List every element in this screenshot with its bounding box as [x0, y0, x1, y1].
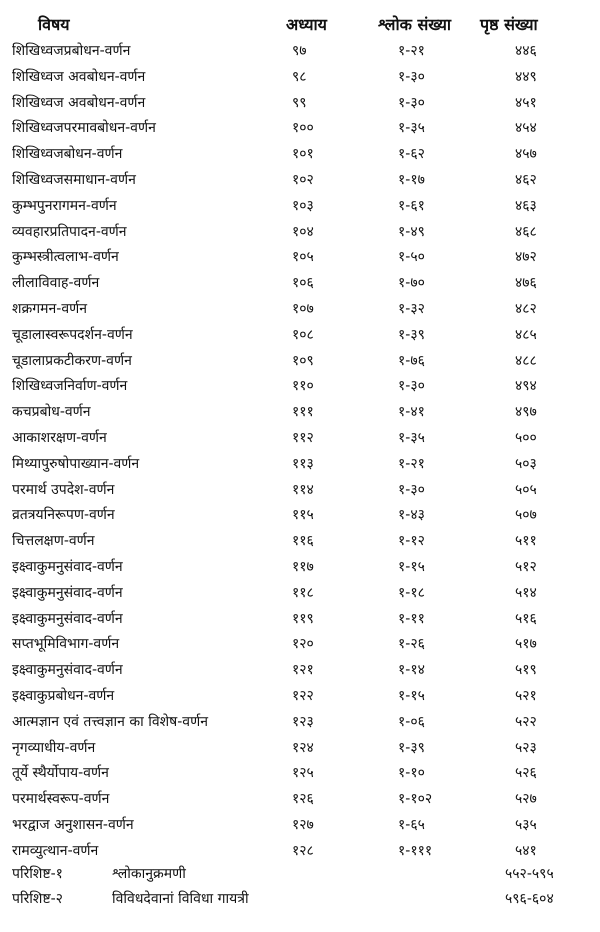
- subject-cell: नृगव्याधीय-वर्णन: [12, 739, 96, 756]
- page-number-cell: ४९४: [515, 378, 537, 395]
- table-row: [0, 194, 600, 220]
- table-row: [0, 168, 600, 194]
- page-number-cell: ४६३: [515, 197, 537, 214]
- shloka-range-cell: १-१०२: [398, 791, 433, 808]
- page-number-cell: ४५४: [515, 120, 537, 137]
- chapter-cell: १०१: [292, 146, 314, 163]
- chapter-cell: १०६: [292, 275, 314, 292]
- chapter-cell: ९९: [292, 94, 307, 111]
- subject-cell: शिखिध्वजसमाधान-वर्णन: [12, 171, 136, 188]
- page-number-cell: ५१७: [515, 636, 537, 653]
- appendix-label: परिशिष्ट-२: [12, 891, 63, 907]
- appendix-row: [0, 887, 600, 911]
- table-row: [0, 736, 600, 762]
- table-row: [0, 245, 600, 271]
- page-number-cell: ५०७: [515, 507, 537, 524]
- subject-cell: शिखिध्वजबोधन-वर्णन: [12, 146, 123, 163]
- shloka-range-cell: १-१४: [398, 662, 425, 679]
- page-number-cell: ४७६: [515, 275, 537, 292]
- shloka-range-cell: १-३०: [398, 94, 425, 111]
- table-row: [0, 116, 600, 142]
- shloka-range-cell: १-७०: [398, 275, 425, 292]
- shloka-range-cell: १-३५: [398, 120, 425, 137]
- subject-cell: कुम्भपुनरागमन-वर्णन: [12, 197, 117, 214]
- shloka-range-cell: १-१११: [398, 842, 433, 859]
- shloka-range-cell: १-३०: [398, 481, 425, 498]
- subject-cell: चूडालास्वरूपदर्शन-वर्णन: [12, 326, 133, 343]
- appendix-page: ५५२-५९५: [505, 866, 554, 882]
- shloka-range-cell: १-४१: [398, 404, 425, 421]
- page-number-cell: ५२६: [515, 765, 537, 782]
- shloka-range-cell: १-६१: [398, 197, 425, 214]
- page-number-cell: ५४१: [515, 842, 537, 859]
- appendix-page: ५९६-६०४: [505, 891, 554, 907]
- page-number-cell: ४८२: [515, 300, 537, 317]
- subject-cell: कुम्भस्त्रीत्वलाभ-वर्णन: [12, 249, 119, 266]
- subject-cell: व्रतत्रयनिरूपण-वर्णन: [12, 507, 115, 524]
- chapter-cell: १०२: [292, 171, 314, 188]
- chapter-cell: ११८: [292, 584, 314, 601]
- page-number-cell: ५१९: [515, 662, 537, 679]
- header-chapter: अध्याय: [286, 15, 327, 34]
- chapter-cell: १००: [292, 120, 314, 137]
- subject-cell: लीलाविवाह-वर्णन: [12, 275, 100, 292]
- page-number-cell: ४४६: [515, 43, 537, 59]
- subject-cell: चित्तलक्षण-वर्णन: [12, 533, 95, 550]
- shloka-range-cell: १-१७: [398, 171, 425, 188]
- appendix-title: विविधदेवानां विविधा गायत्री: [112, 891, 249, 907]
- subject-cell: मिथ्यापुरुषोपाख्यान-वर्णन: [12, 455, 140, 472]
- shloka-range-cell: १-१२: [398, 533, 425, 550]
- appendix-title: श्लोकानुक्रमणी: [112, 866, 186, 882]
- chapter-cell: १२०: [292, 636, 314, 653]
- subject-cell: सप्तभूमिविभाग-वर्णन: [12, 636, 120, 653]
- table-row: [0, 297, 600, 323]
- shloka-range-cell: १-३९: [398, 326, 425, 343]
- table-row: [0, 555, 600, 581]
- chapter-cell: ११०: [292, 378, 314, 395]
- chapter-cell: ११९: [292, 610, 314, 627]
- shloka-range-cell: १-१५: [398, 558, 425, 575]
- chapter-cell: ११३: [292, 455, 314, 472]
- chapter-cell: ९७: [292, 43, 307, 59]
- page-number-cell: ५२१: [515, 687, 537, 704]
- chapter-cell: ९८: [292, 68, 307, 85]
- subject-cell: शिखिध्वजप्रबोधन-वर्णन: [12, 43, 131, 59]
- shloka-range-cell: १-३२: [398, 300, 425, 317]
- table-row: [0, 503, 600, 529]
- shloka-range-cell: १-३९: [398, 739, 425, 756]
- page-number-cell: ४८५: [515, 326, 537, 343]
- table-row: [0, 581, 600, 607]
- subject-cell: परमार्थ उपदेश-वर्णन: [12, 481, 115, 498]
- chapter-cell: १२५: [292, 765, 314, 782]
- shloka-range-cell: १-३०: [398, 68, 425, 85]
- page-number-cell: ४४९: [515, 68, 537, 85]
- subject-cell: इक्ष्वाकुमनुसंवाद-वर्णन: [12, 610, 123, 627]
- table-row: [0, 142, 600, 168]
- shloka-range-cell: १-०६: [398, 713, 425, 730]
- chapter-cell: १११: [292, 404, 314, 421]
- table-row: [0, 710, 600, 736]
- subject-cell: आत्मज्ञान एवं तत्त्वज्ञान का विशेष-वर्णन: [12, 713, 208, 730]
- subject-cell: शक्रगमन-वर्णन: [12, 300, 88, 317]
- page-number-cell: ४५७: [515, 146, 537, 163]
- header-shloka-count: श्लोक संख्या: [378, 15, 452, 34]
- table-row: [0, 426, 600, 452]
- shloka-range-cell: १-२१: [398, 455, 425, 472]
- chapter-cell: १०५: [292, 249, 314, 266]
- shloka-range-cell: १-६२: [398, 146, 425, 163]
- chapter-cell: १२३: [292, 713, 314, 730]
- table-row: [0, 839, 600, 865]
- shloka-range-cell: १-४३: [398, 507, 425, 524]
- table-row: [0, 323, 600, 349]
- table-row: [0, 39, 600, 65]
- table-row: [0, 65, 600, 91]
- page-number-cell: ४८८: [515, 352, 537, 369]
- page-number-cell: ५२२: [515, 713, 537, 730]
- page-number-cell: ४६८: [515, 223, 537, 240]
- subject-cell: आकाशरक्षण-वर्णन: [12, 429, 107, 446]
- shloka-range-cell: १-२१: [398, 43, 425, 59]
- shloka-range-cell: १-३५: [398, 429, 425, 446]
- subject-cell: इक्ष्वाकुमनुसंवाद-वर्णन: [12, 662, 123, 679]
- appendix-label: परिशिष्ट-१: [12, 866, 63, 882]
- chapter-cell: १२४: [292, 739, 314, 756]
- subject-cell: चूडालाप्रकटीकरण-वर्णन: [12, 352, 132, 369]
- subject-cell: इक्ष्वाकुमनुसंवाद-वर्णन: [12, 584, 123, 601]
- chapter-cell: १२६: [292, 791, 314, 808]
- chapter-cell: १२१: [292, 662, 314, 679]
- table-row: [0, 658, 600, 684]
- page-number-cell: ५२७: [515, 791, 537, 808]
- subject-cell: शिखिध्वजपरमावबोधन-वर्णन: [12, 120, 156, 137]
- shloka-range-cell: १-४९: [398, 223, 425, 240]
- shloka-range-cell: १-१८: [398, 584, 425, 601]
- shloka-range-cell: १-१५: [398, 687, 425, 704]
- page-number-cell: ५१२: [515, 558, 537, 575]
- subject-cell: शिखिध्वजनिर्वाण-वर्णन: [12, 378, 128, 395]
- table-row: [0, 400, 600, 426]
- contents-table: [0, 39, 600, 865]
- chapter-cell: ११२: [292, 429, 314, 446]
- page-number-cell: ५०५: [515, 481, 537, 498]
- shloka-range-cell: १-११: [398, 610, 425, 627]
- table-row: [0, 787, 600, 813]
- table-row: [0, 529, 600, 555]
- table-row: [0, 374, 600, 400]
- subject-cell: भरद्वाज अनुशासन-वर्णन: [12, 816, 134, 833]
- shloka-range-cell: १-२६: [398, 636, 425, 653]
- subject-cell: तूर्ये स्थैर्योपाय-वर्णन: [12, 765, 109, 782]
- chapter-cell: १०७: [292, 300, 314, 317]
- subject-cell: इक्ष्वाकुमनुसंवाद-वर्णन: [12, 558, 123, 575]
- table-row: [0, 91, 600, 117]
- page-number-cell: ५००: [515, 429, 537, 446]
- shloka-range-cell: १-५०: [398, 249, 425, 266]
- page-number-cell: ५०३: [515, 455, 537, 472]
- subject-cell: परमार्थस्वरूप-वर्णन: [12, 791, 110, 808]
- table-row: [0, 452, 600, 478]
- header-page-count: पृष्ठ संख्या: [480, 15, 538, 34]
- page-number-cell: ४७२: [515, 249, 537, 266]
- table-row: [0, 607, 600, 633]
- page-number-cell: ४५१: [515, 94, 537, 111]
- page-number-cell: ५२३: [515, 739, 537, 756]
- subject-cell: कचप्रबोध-वर्णन: [12, 404, 91, 421]
- page-number-cell: ५१४: [515, 584, 537, 601]
- table-row: [0, 761, 600, 787]
- table-row: [0, 220, 600, 246]
- appendix-row: [0, 862, 600, 886]
- table-row: [0, 813, 600, 839]
- chapter-cell: १२७: [292, 816, 314, 833]
- page-number-cell: ५१६: [515, 610, 537, 627]
- chapter-cell: ११६: [292, 533, 314, 550]
- chapter-cell: ११७: [292, 558, 314, 575]
- chapter-cell: १०४: [292, 223, 314, 240]
- chapter-cell: १०९: [292, 352, 314, 369]
- table-row: [0, 632, 600, 658]
- subject-cell: रामव्युत्थान-वर्णन: [12, 842, 99, 859]
- shloka-range-cell: १-१०: [398, 765, 425, 782]
- subject-cell: शिखिध्वज अवबोधन-वर्णन: [12, 94, 146, 111]
- chapter-cell: १२२: [292, 687, 314, 704]
- shloka-range-cell: १-७६: [398, 352, 425, 369]
- table-row: [0, 349, 600, 375]
- chapter-cell: १०८: [292, 326, 314, 343]
- page-number-cell: ५३५: [515, 816, 537, 833]
- table-row: [0, 478, 600, 504]
- shloka-range-cell: १-३०: [398, 378, 425, 395]
- page-number-cell: ४६२: [515, 171, 537, 188]
- subject-cell: शिखिध्वज अवबोधन-वर्णन: [12, 68, 146, 85]
- subject-cell: व्यवहारप्रतिपादन-वर्णन: [12, 223, 127, 240]
- chapter-cell: १२८: [292, 842, 314, 859]
- shloka-range-cell: १-६५: [398, 816, 425, 833]
- table-row: [0, 684, 600, 710]
- table-row: [0, 271, 600, 297]
- chapter-cell: ११५: [292, 507, 314, 524]
- header-subject: विषय: [38, 15, 70, 34]
- chapter-cell: ११४: [292, 481, 314, 498]
- chapter-cell: १०३: [292, 197, 314, 214]
- page-number-cell: ४९७: [515, 404, 537, 421]
- page-number-cell: ५११: [515, 533, 537, 550]
- subject-cell: इक्ष्वाकुप्रबोधन-वर्णन: [12, 687, 115, 704]
